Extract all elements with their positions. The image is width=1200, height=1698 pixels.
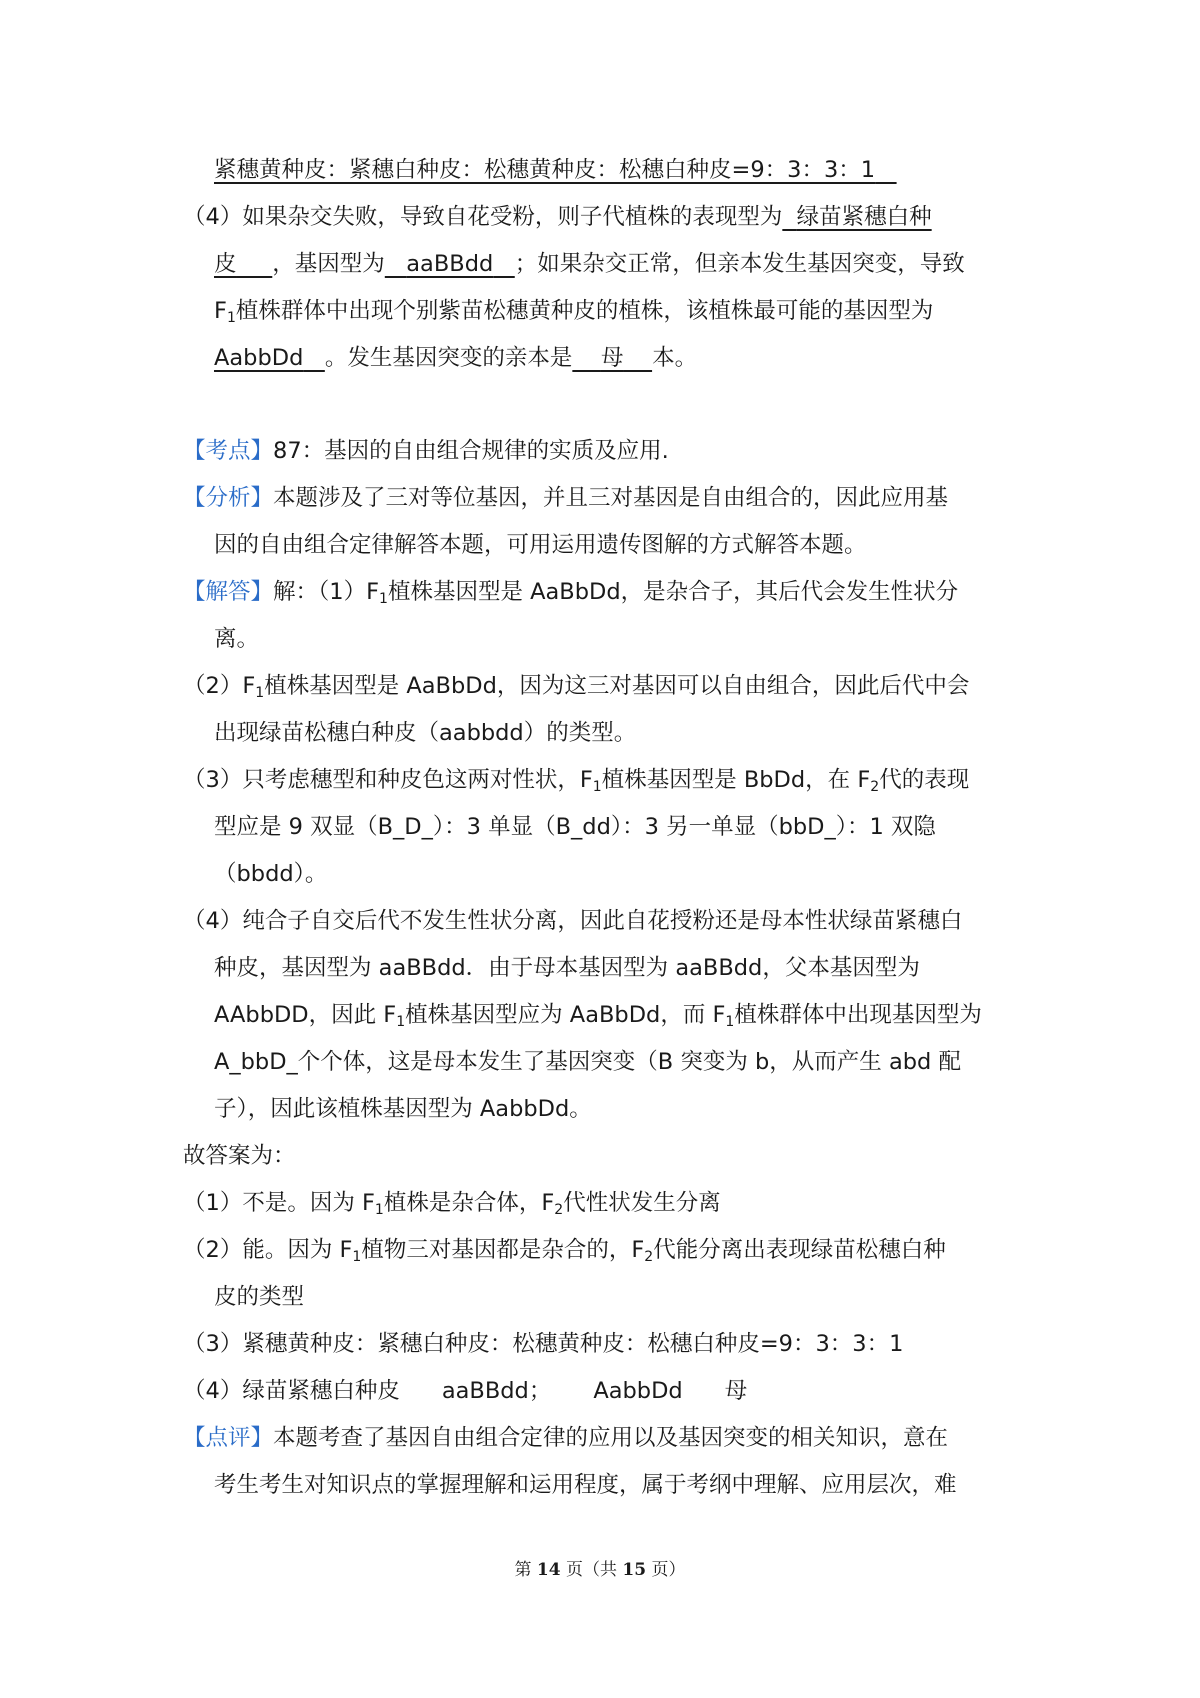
jieda-p2-line-2: 出现绿苗松穗白种皮（aabbdd）的类型。 [214,720,637,746]
fenxi-line-1: 【分析】本题涉及了三对等位基因，并且三对基因是自由组合的，因此应用基 [183,485,949,511]
jieda-line-1: 【解答】解：$(1)F_1$植株基因型是 AaBbDd，是杂合子，其后代会发生性状分 [183,579,959,607]
q4-line-2: 皮 ，基因型为 aaBBdd ；如果杂交正常，但亲本发生基因突变，导致 [214,251,965,277]
fenxi-tag: 【分析】 [183,485,274,511]
jieda-p4-line-4: A_bbD_个个体，这是母本发生了基因突变（B 突变为 b，从而产生 abd 配 [214,1049,961,1075]
answer-4: （4）绿苗紧穗白种皮 aaBBdd； AabbDd 母 [183,1378,748,1404]
answer-2-line-1: （2）能。因为 $F_1$植物三对基因都是杂合的，$F_2$代能分离出表现绿苗松穗白种 [183,1237,946,1265]
q4-line-1: （4）如果杂交失败，导致自花受粉，则子代植株的表现型为 绿苗紧穗白种 [183,204,932,230]
q4-answer-genotype: aaBBdd [406,251,494,277]
q4-answer-mutant-genotype: AabbDd [214,345,304,371]
jieda-p3-line-3: （bbdd）。 [214,861,328,887]
q3-answer-line: 紧穗黄种皮：紧穗白种皮：松穗黄种皮：松穗白种皮=9：3：3：1 [214,157,876,183]
kaodian-tag: 【考点】 [183,438,274,464]
kaodian-section: 【考点】87：基因的自由组合规律的实质及应用. [183,438,669,464]
page-total: 15 [622,1560,647,1580]
jieda-p3-line-2: 型应是 9 双显（B_D_）：3 单显（B_dd）：3 另一单显（bbD_）：1 双隐 [214,814,936,840]
jieda-line-2: 离。 [214,626,260,652]
jieda-p2-line-1: $(2)F_1$植株基因型是 AaBbDd，因为这三对基因可以自由组合，因此后代中会 [183,673,970,701]
answer-1: （1）不是。因为 $F_1$植株是杂合体，$F_2$代性状发生分离 [183,1190,721,1218]
answers-heading: 故答案为： [183,1143,296,1169]
jieda-tag: 【解答】 [183,579,274,605]
dianping-line-2: 考生考生对知识点的掌握理解和运用程度，属于考纲中理解、应用层次，难 [214,1472,957,1498]
q4-answer-phenotype: 绿苗紧穗白种 [796,204,932,230]
page-footer: 第 14 页（共 15 页） [514,1560,686,1580]
page-number: 14 [536,1560,561,1580]
fenxi-line-2: 因的自由组合定律解答本题，可用运用遗传图解的方式解答本题。 [214,532,867,558]
dianping-tag: 【点评】 [183,1425,274,1451]
q4-line-3: $F_1$植株群体中出现个别紫苗松穗黄种皮的植株，该植株最可能的基因型为 [214,298,934,326]
jieda-p4-line-5: 子），因此该植株基因型为 AabbDd。 [214,1096,592,1122]
answer-3: （3）紧穗黄种皮：紧穗白种皮：松穗黄种皮：松穗白种皮=9：3：3：1 [183,1331,904,1357]
jieda-p4-line-1: （4）纯合子自交后代不发生性状分离，因此自花授粉还是母本性状绿苗紧穗白 [183,908,963,934]
jieda-p4-line-3: AAbbDD，因此 $F_1$植株基因型应为 AaBbDd，而 $F_1$植株群体中出现基因型为 [214,1002,982,1030]
q4-answer-parent: 母 [600,345,624,371]
dianping-line-1: 【点评】本题考查了基因自由组合定律的应用以及基因突变的相关知识，意在 [183,1425,949,1451]
answer-2-line-2: 皮的类型 [214,1284,305,1310]
q4-line-4: AabbDd 。发生基因突变的亲本是 母 本。 [214,345,698,371]
jieda-p3-line-1: （3）只考虑穗型和种皮色这两对性状，$F_1$植株基因型是 BbDd，在 $F_2$代的表现 [183,767,970,795]
jieda-p4-line-2: 种皮，基因型为 aaBBdd．由于母本基因型为 aaBBdd，父本基因型为 [214,955,920,981]
